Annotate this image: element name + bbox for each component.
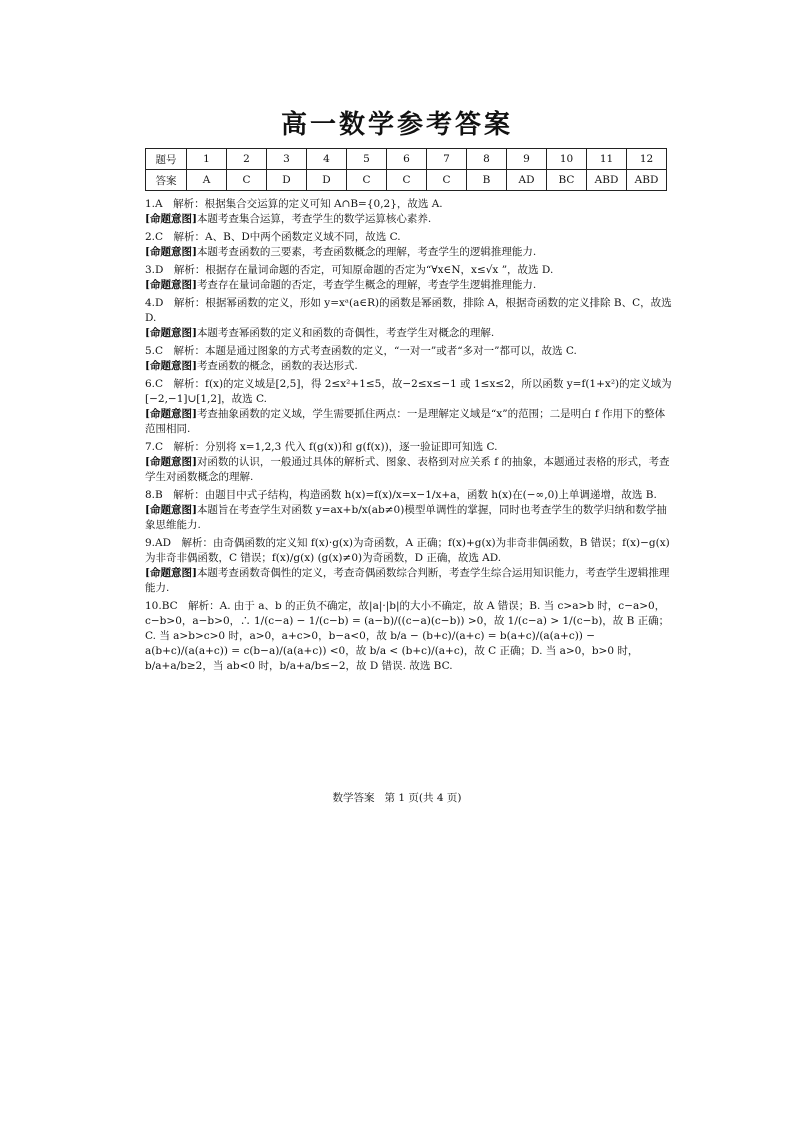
intent-line [145, 455, 673, 485]
intent-line [145, 326, 673, 341]
solution-text: 7.C 解析：分别将 x=1,2,3 代入 f(g(x))和 g(f(x))，逐一验证即可知选 C. [145, 441, 498, 453]
intent-text: 本题考查函数奇偶性的定义，考查奇偶函数综合判断，考查学生综合运用知识能力，考查学生逻辑推理能力. [145, 567, 670, 594]
intent-text: 考查抽象函数的定义域，学生需要抓住两点：一是理解定义域是“x”的范围；二是明白 f 作用下的整体范围相同. [145, 408, 666, 435]
question-number-cell: 8 [467, 149, 507, 170]
solution-text: 1.A 解析：根据集合交运算的定义可知 A∩B={0,2}，故选 A. [145, 198, 443, 210]
intent-line [145, 503, 673, 533]
intent-text: 考查函数的概念，函数的表达形式. [196, 360, 358, 372]
intent-text: 考查存在量词命题的否定，考查学生概念的理解，考查学生逻辑推理能力. [196, 279, 537, 291]
solution-item [145, 440, 673, 485]
solution-item [145, 296, 673, 341]
answer-cell: C [227, 170, 267, 191]
solution-text: 10.BC 解析：A. 由于 a、b 的正负不确定，故|a|·|b|的大小不确定，故 A 错误；B. 当 c>a>b 时，c−a>0，c−b>0，a−b>0，∴ 1/(c−a) − 1/(c−b) = (a−b)/((c−a)(c−b)) >0，故 1/(c−a) > 1/(c−b)，故 B 正确；C. 当 a>b>c>0 时，a>0，a+c>0，b−a<0，故 b/a − (b+c)/(a+c) = b(a+c)/(a(a+c)) − a(b+c)/(a(a+c)) = c(b−a)/(a(a+c)) <0，故 b/a < (b+c)/(a+c)，故 C 正确；D. 当 a>0，b>0 时，b/a+a/b≥2，当 ab<0 时，b/a+a/b≤−2，故 D 错误. 故选 BC. [145, 600, 670, 672]
question-number-cell: 2 [227, 149, 267, 170]
answer-cell: ABD [627, 170, 667, 191]
solution-item [145, 197, 673, 227]
solutions-section [145, 197, 673, 677]
intent-tag: [命题意图] [145, 360, 197, 372]
intent-line [145, 278, 673, 293]
answer-table [145, 148, 667, 191]
footer-subject: 数学答案 [332, 792, 375, 804]
intent-line [145, 566, 673, 596]
page-footer [0, 790, 794, 805]
intent-tag: [命题意图] [145, 246, 197, 258]
intent-tag: [命题意图] [145, 213, 197, 225]
solution-item [145, 344, 673, 374]
answer-cell: AD [507, 170, 547, 191]
question-number-cell: 9 [507, 149, 547, 170]
answer-cell: ABD [587, 170, 627, 191]
question-number-cell: 7 [427, 149, 467, 170]
intent-line [145, 212, 673, 227]
intent-line [145, 407, 673, 437]
intent-text: 本题考查函数的三要素，考查函数概念的理解，考查学生的逻辑推理能力. [196, 246, 537, 258]
solution-text: 3.D 解析：根据存在量词命题的否定，可知原命题的否定为“∀x∈N，x≤√x ”，故选 D. [145, 264, 554, 276]
intent-text: 本题旨在考查学生对函数 y=ax+b/x(ab≠0)模型单调性的掌握，同时也考查学生的数学归纳和数学抽象思维能力. [145, 504, 667, 531]
question-number-cell: 3 [267, 149, 307, 170]
solution-text: 9.AD 解析：由奇偶函数的定义知 f(x)·g(x)为奇函数，A 正确；f(x)+g(x)为非奇非偶函数，B 错误；f(x)−g(x)为非奇非偶函数，C 错误；f(x)/g(x) (g(x)≠0)为奇函数，D 正确，故选 AD. [145, 537, 670, 564]
solution-item [145, 230, 673, 260]
solution-text: 5.C 解析：本题是通过图象的方式考查函数的定义，“一对一”或者“多对一”都可以，故选 C. [145, 345, 577, 357]
intent-line [145, 245, 673, 260]
footer-page-number: 第 1 页(共 4 页) [384, 792, 462, 804]
answer-cell: B [467, 170, 507, 191]
intent-text: 对函数的认识，一般通过具体的解析式、图象、表格到对应关系 f 的抽象，本题通过表格的形式，考查学生对函数概念的理解. [145, 456, 670, 483]
answer-cell: BC [547, 170, 587, 191]
question-number-cell: 6 [387, 149, 427, 170]
answer-table-answer-row [146, 170, 667, 191]
intent-tag: [命题意图] [145, 456, 197, 468]
intent-tag: [命题意图] [145, 408, 197, 420]
question-number-cell: 1 [187, 149, 227, 170]
intent-tag: [命题意图] [145, 327, 197, 339]
row-label-answer: 答案 [146, 170, 187, 191]
question-number-cell: 4 [307, 149, 347, 170]
intent-tag: [命题意图] [145, 504, 197, 516]
question-number-cell: 5 [347, 149, 387, 170]
solution-text: 6.C 解析：f(x)的定义域是[2,5]，得 2≤x²+1≤5，故−2≤x≤−1 或 1≤x≤2，所以函数 y=f(1+x²)的定义域为[−2,−1]∪[1,2]，故选 C. [145, 378, 672, 405]
question-number-cell: 12 [627, 149, 667, 170]
intent-text: 本题考查幂函数的定义和函数的奇偶性，考查学生对概念的理解. [196, 327, 495, 339]
answer-cell: C [347, 170, 387, 191]
solution-text: 8.B 解析：由题目中式子结构，构造函数 h(x)=f(x)/x=x−1/x+a，函数 h(x)在(−∞,0)上单调递增，故选 B. [145, 489, 657, 501]
intent-text: 本题考查集合运算，考查学生的数学运算核心素养. [196, 213, 432, 225]
solution-item [145, 536, 673, 596]
solution-item [145, 263, 673, 293]
solution-text: 4.D 解析：根据幂函数的定义，形如 y=xᵃ(a∈R)的函数是幂函数，排除 A，根据奇函数的定义排除 B、C，故选 D. [145, 297, 672, 324]
answer-table-number-row [146, 149, 667, 170]
solution-item [145, 377, 673, 437]
solution-item [145, 599, 673, 674]
question-number-cell: 11 [587, 149, 627, 170]
solution-text: 2.C 解析：A、B、D中两个函数定义域不同，故选 C. [145, 231, 401, 243]
solution-item [145, 488, 673, 533]
answer-cell: D [307, 170, 347, 191]
answer-cell: C [387, 170, 427, 191]
row-label-question-number: 题号 [146, 149, 187, 170]
intent-tag: [命题意图] [145, 279, 197, 291]
answer-cell: D [267, 170, 307, 191]
intent-tag: [命题意图] [145, 567, 197, 579]
intent-line [145, 359, 673, 374]
answer-cell: A [187, 170, 227, 191]
answer-cell: C [427, 170, 467, 191]
page-title: 高一数学参考答案 [280, 110, 513, 140]
question-number-cell: 10 [547, 149, 587, 170]
